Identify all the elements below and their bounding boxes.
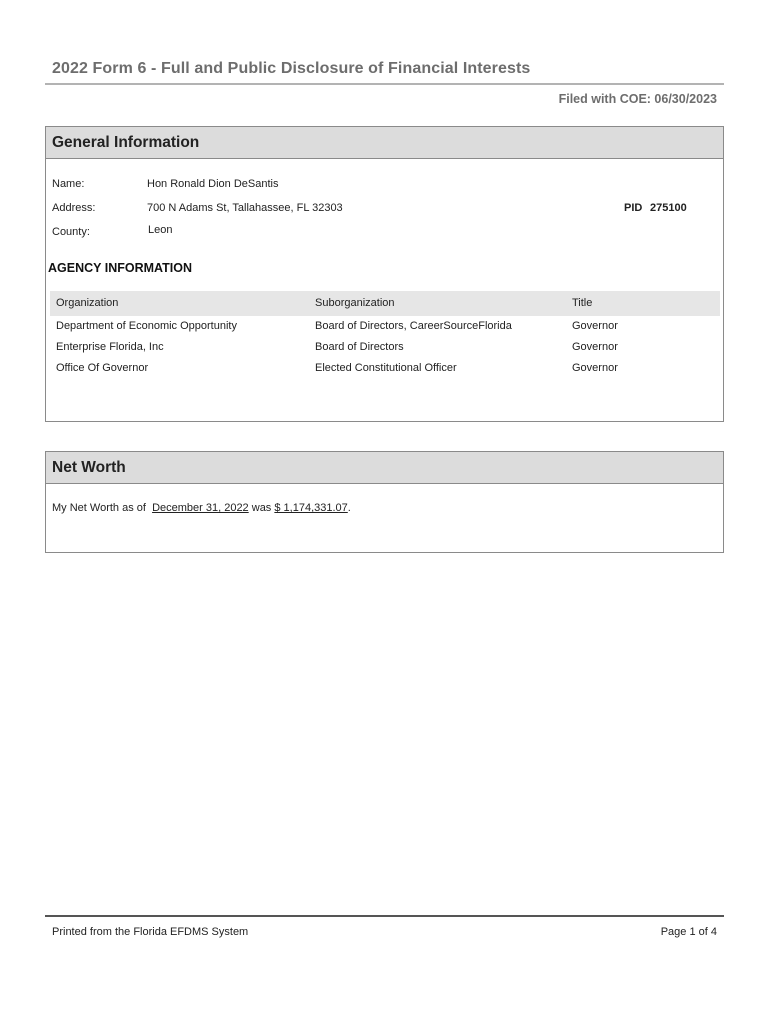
general-information-heading: General Information (46, 127, 723, 159)
column-header-suborganization: Suborganization (315, 297, 395, 309)
page-number: Page 1 of 4 (660, 926, 717, 938)
footer-divider (45, 915, 724, 917)
organization-cell: Office Of Governor (56, 362, 149, 374)
net-worth-statement (52, 502, 351, 514)
net-worth-section (45, 451, 724, 553)
general-information-section (45, 126, 724, 422)
document-title: 2022 Form 6 - Full and Public Disclosure of Financial Interests (52, 60, 531, 77)
net-worth-prefix: My Net Worth as of (52, 502, 146, 514)
title-cell: Governor (572, 341, 618, 353)
agency-table (50, 291, 720, 379)
agency-table-header (50, 291, 720, 316)
address-value: 700 N Adams St, Tallahassee, FL 32303 (147, 202, 343, 214)
pid-label: PID (624, 202, 643, 214)
title-divider (45, 83, 724, 85)
address-label: Address: (52, 202, 96, 214)
column-header-organization: Organization (56, 297, 119, 309)
net-worth-heading: Net Worth (46, 452, 723, 484)
net-worth-date: December 31, 2022 (152, 502, 249, 514)
filed-date: Filed with COE: 06/30/2023 (558, 92, 717, 106)
organization-cell: Enterprise Florida, Inc (56, 341, 164, 353)
agency-information-heading: AGENCY INFORMATION (48, 261, 192, 275)
net-worth-suffix: . (347, 502, 351, 514)
table-row (50, 337, 720, 358)
organization-cell: Department of Economic Opportunity (56, 320, 237, 332)
suborganization-cell: Board of Directors, CareerSourceFlorida (315, 320, 512, 332)
net-worth-amount: $ 1,174,331.07 (274, 502, 348, 514)
table-row (50, 358, 720, 379)
county-value: Leon (148, 224, 173, 236)
name-label: Name: (52, 178, 85, 190)
county-label: County: (52, 226, 90, 238)
column-header-title: Title (572, 297, 593, 309)
net-worth-middle: was (251, 502, 272, 514)
table-row (50, 316, 720, 337)
suborganization-cell: Elected Constitutional Officer (315, 362, 457, 374)
title-cell: Governor (572, 320, 618, 332)
name-value: Hon Ronald Dion DeSantis (147, 178, 279, 190)
pid-value: 275100 (650, 202, 687, 214)
footer-source: Printed from the Florida EFDMS System (52, 926, 249, 938)
suborganization-cell: Board of Directors (315, 341, 404, 353)
title-cell: Governor (572, 362, 618, 374)
